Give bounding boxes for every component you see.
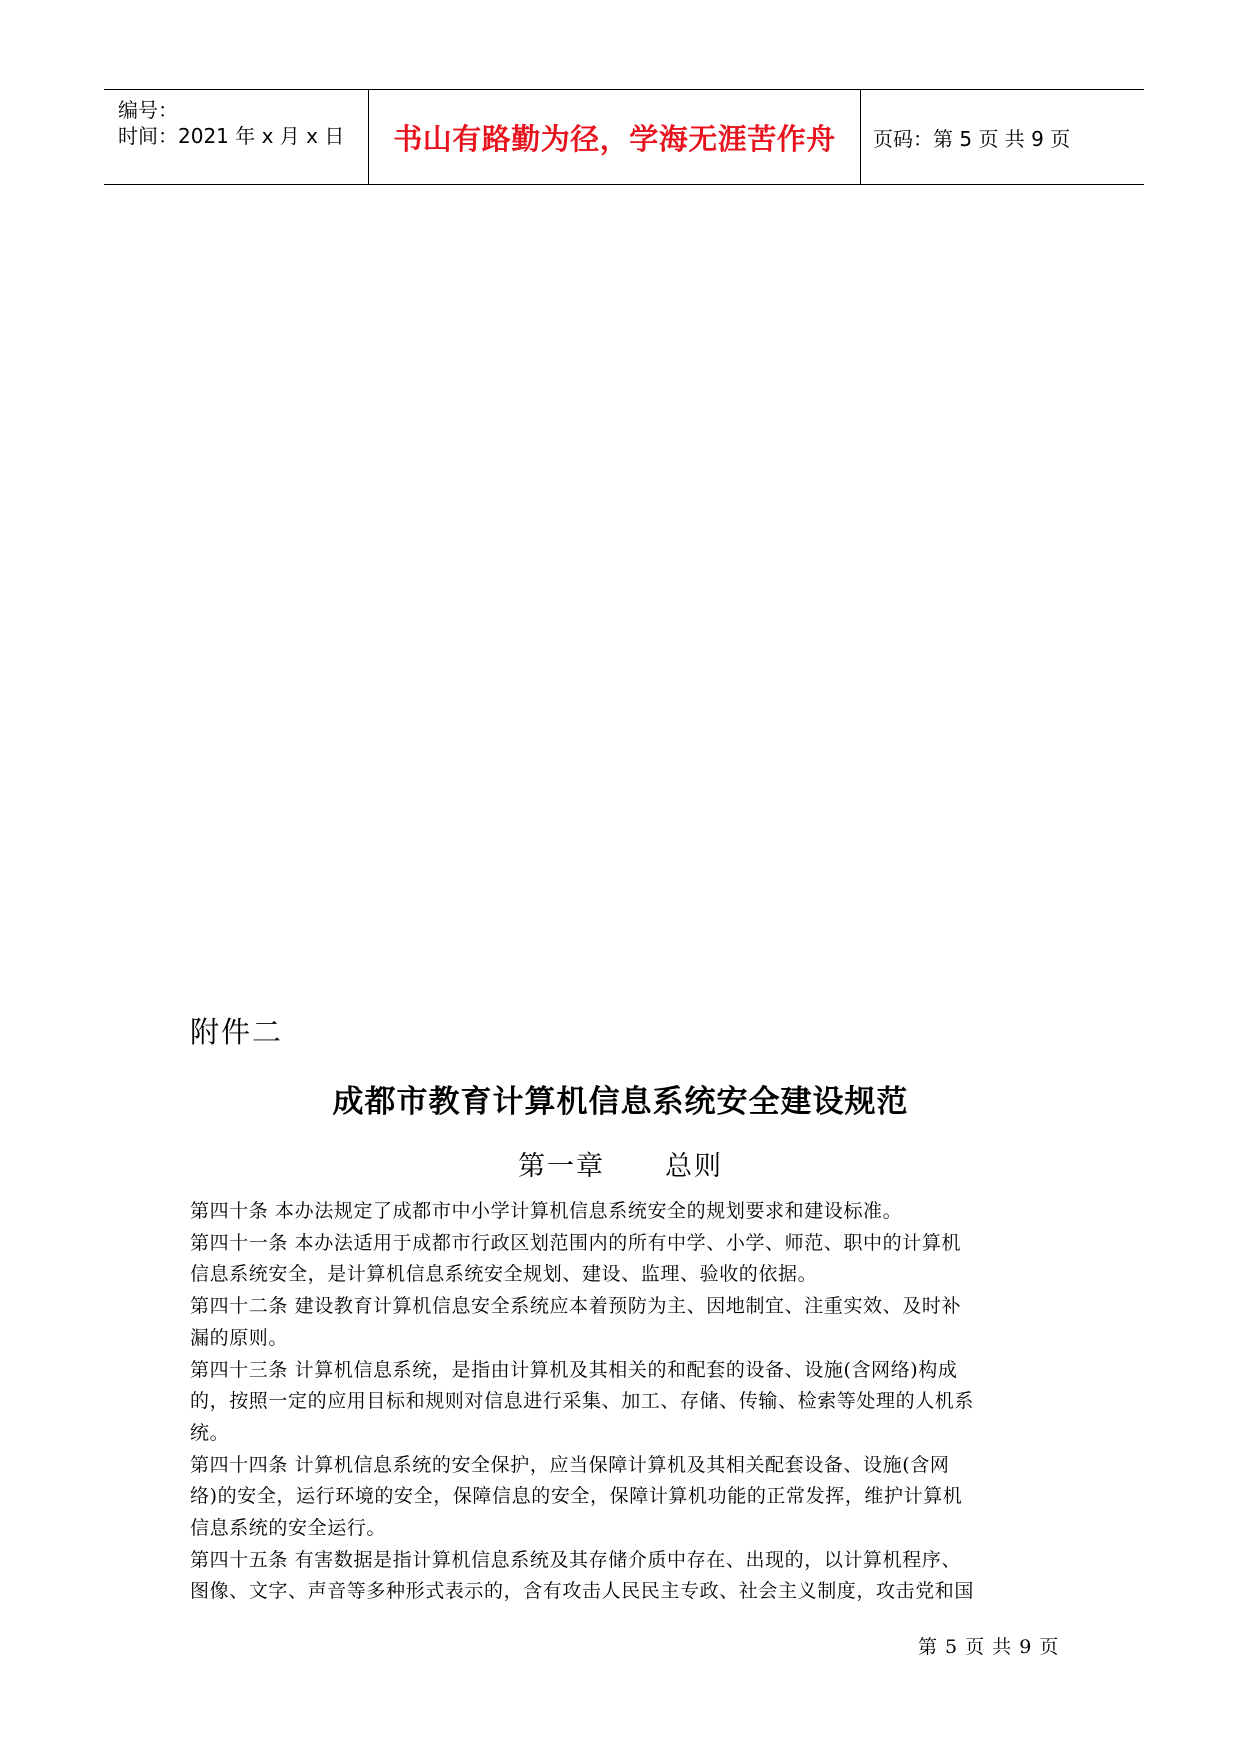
page-header: [104, 89, 1144, 185]
attachment-label: 附件二: [190, 1015, 284, 1049]
body-line: 第四十一条 本办法适用于成都市行政区划范围内的所有中学、小学、师范、职中的计算机: [190, 1231, 962, 1254]
page-footer: 第 5 页 共 9 页: [918, 1636, 1060, 1658]
body-line: 第四十二条 建设教育计算机信息安全系统应本着预防为主、因地制宜、注重实效、及时补: [190, 1295, 962, 1318]
document-time-label: 时间：2021 年 x 月 x 日: [118, 124, 345, 148]
document-body: [190, 1196, 1058, 1608]
body-line: 第四十条 本办法规定了成都市中小学计算机信息系统安全的规划要求和建设标准。: [190, 1200, 903, 1222]
chapter-name: 总则: [665, 1151, 723, 1182]
body-line: 图像、文字、声音等多种形式表示的，含有攻击人民民主专政、社会主义制度，攻击党和国: [190, 1580, 975, 1603]
body-line: 统。: [190, 1421, 230, 1444]
body-line: 第四十五条 有害数据是指计算机信息系统及其存储介质中存在、出现的，以计算机程序、: [190, 1548, 962, 1571]
header-info-cell: [104, 90, 369, 184]
header-motto: 书山有路勤为径，学海无涯苦作舟: [393, 121, 836, 156]
header-motto-cell: [369, 90, 861, 184]
body-line: 信息系统的安全运行。: [190, 1517, 387, 1540]
chapter-number: 第一章: [518, 1151, 605, 1182]
body-line: 漏的原则。: [190, 1326, 289, 1349]
body-line: 信息系统安全，是计算机信息系统安全规划、建设、监理、验收的依据。: [190, 1263, 818, 1286]
body-line: 络)的安全，运行环境的安全，保障信息的安全，保障计算机功能的正常发挥，维护计算机: [190, 1485, 963, 1508]
header-page-code: 页码：第 5 页 共 9 页: [873, 126, 1071, 151]
body-line: 的，按照一定的应用目标和规则对信息进行采集、加工、存储、传输、检索等处理的人机系: [190, 1390, 975, 1413]
header-page-cell: [861, 90, 1144, 184]
document-title: 成都市教育计算机信息系统安全建设规范: [332, 1084, 909, 1120]
document-number-label: 编号：: [118, 98, 178, 122]
chapter-heading: [0, 1144, 1241, 1183]
body-line: 第四十三条 计算机信息系统，是指由计算机及其相关的和配套的设备、设施(含网络)构成: [190, 1358, 958, 1381]
body-line: 第四十四条 计算机信息系统的安全保护，应当保障计算机及其相关配套设备、设施(含网: [190, 1453, 950, 1476]
